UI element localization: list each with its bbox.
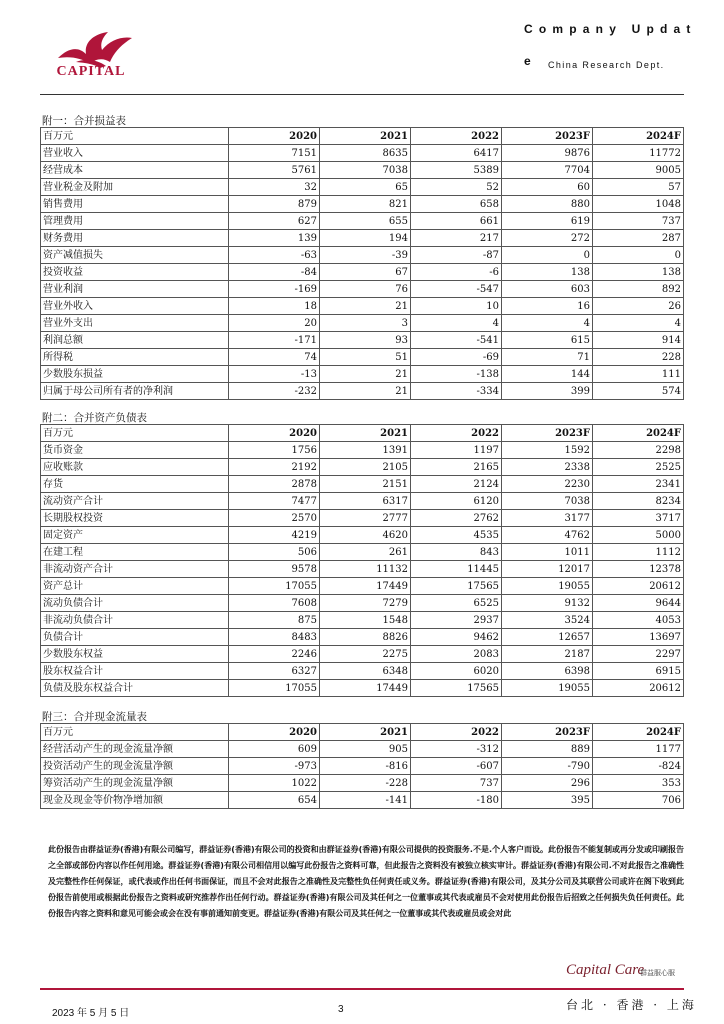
value-cell: 1391: [320, 442, 411, 459]
row-label: 销售费用: [41, 196, 229, 213]
value-cell: 287: [593, 230, 684, 247]
unit-label: 百万元: [41, 128, 229, 145]
row-label: 货币资金: [41, 442, 229, 459]
row-label: 利润总额: [41, 332, 229, 349]
row-label: 股东权益合计: [41, 663, 229, 680]
value-cell: 20612: [593, 578, 684, 595]
value-cell: 2275: [320, 646, 411, 663]
value-cell: 1548: [320, 612, 411, 629]
row-label: 营业利润: [41, 281, 229, 298]
value-cell: 2151: [320, 476, 411, 493]
row-label: 所得税: [41, 349, 229, 366]
value-cell: 3524: [502, 612, 593, 629]
table-row: [41, 332, 684, 349]
value-cell: 9644: [593, 595, 684, 612]
value-cell: 26: [593, 298, 684, 315]
table-row: [41, 459, 684, 476]
table-row: [41, 213, 684, 230]
income-statement-title: 附一：合并损益表: [42, 115, 126, 127]
value-cell: 9876: [502, 145, 593, 162]
value-cell: 4535: [411, 527, 502, 544]
year-header: 2020: [229, 128, 320, 145]
cash-flow-table: [40, 723, 684, 809]
value-cell: 13697: [593, 629, 684, 646]
value-cell: -171: [229, 332, 320, 349]
table-row: [41, 561, 684, 578]
value-cell: 5761: [229, 162, 320, 179]
balance-sheet-title: 附二：合并资产负债表: [42, 412, 147, 424]
value-cell: 9578: [229, 561, 320, 578]
value-cell: 17449: [320, 680, 411, 697]
capital-care-logo: Capital Care: [566, 962, 645, 978]
row-label: 负债合计: [41, 629, 229, 646]
office-cities: 台北 · 香港 · 上海: [566, 998, 697, 1012]
value-cell: 93: [320, 332, 411, 349]
value-cell: -141: [320, 792, 411, 809]
page-header: [0, 0, 724, 90]
value-cell: 261: [320, 544, 411, 561]
value-cell: 2525: [593, 459, 684, 476]
row-label: 营业收入: [41, 145, 229, 162]
footer-divider: [40, 988, 684, 990]
table-row: [41, 442, 684, 459]
table-row: [41, 298, 684, 315]
value-cell: 6525: [411, 595, 502, 612]
table-header-row: [41, 724, 684, 741]
value-cell: 737: [411, 775, 502, 792]
row-label: 经营活动产生的现金流量净额: [41, 741, 229, 758]
value-cell: 18: [229, 298, 320, 315]
row-label: 在建工程: [41, 544, 229, 561]
year-header: 2023F: [502, 128, 593, 145]
table-row: [41, 230, 684, 247]
row-label: 管理费用: [41, 213, 229, 230]
value-cell: 17565: [411, 680, 502, 697]
value-cell: 6020: [411, 663, 502, 680]
row-label: 投资活动产生的现金流量净额: [41, 758, 229, 775]
value-cell: 51: [320, 349, 411, 366]
row-label: 应收账款: [41, 459, 229, 476]
row-label: 投资收益: [41, 264, 229, 281]
value-cell: 1048: [593, 196, 684, 213]
value-cell: 21: [320, 298, 411, 315]
value-cell: 2105: [320, 459, 411, 476]
report-date: 2023 年 5 月 5 日: [52, 1008, 130, 1019]
year-header: 2022: [411, 724, 502, 741]
table-row: [41, 196, 684, 213]
year-header: 2022: [411, 425, 502, 442]
table-row: [41, 741, 684, 758]
value-cell: -824: [593, 758, 684, 775]
cash-flow-title: 附三：合并现金流量表: [42, 711, 147, 723]
value-cell: -232: [229, 383, 320, 400]
value-cell: 3717: [593, 510, 684, 527]
value-cell: 2341: [593, 476, 684, 493]
year-header: 2024F: [593, 724, 684, 741]
value-cell: 661: [411, 213, 502, 230]
year-header: 2021: [320, 128, 411, 145]
balance-sheet-table: [40, 424, 684, 697]
value-cell: 843: [411, 544, 502, 561]
row-label: 流动资产合计: [41, 493, 229, 510]
value-cell: -39: [320, 247, 411, 264]
table-row: [41, 595, 684, 612]
value-cell: 17055: [229, 680, 320, 697]
value-cell: 574: [593, 383, 684, 400]
value-cell: 2124: [411, 476, 502, 493]
value-cell: 71: [502, 349, 593, 366]
row-label: 存货: [41, 476, 229, 493]
table-row: [41, 792, 684, 809]
header-divider: [40, 94, 684, 95]
table-row: [41, 544, 684, 561]
value-cell: 9462: [411, 629, 502, 646]
value-cell: -69: [411, 349, 502, 366]
value-cell: 139: [229, 230, 320, 247]
row-label: 长期股权投资: [41, 510, 229, 527]
value-cell: 0: [502, 247, 593, 264]
value-cell: -228: [320, 775, 411, 792]
value-cell: 228: [593, 349, 684, 366]
year-header: 2020: [229, 425, 320, 442]
income-statement-table: [40, 127, 684, 400]
value-cell: 2937: [411, 612, 502, 629]
value-cell: 889: [502, 741, 593, 758]
value-cell: 615: [502, 332, 593, 349]
value-cell: 4: [502, 315, 593, 332]
value-cell: -547: [411, 281, 502, 298]
row-label: 财务费用: [41, 230, 229, 247]
year-header: 2021: [320, 724, 411, 741]
value-cell: 0: [593, 247, 684, 264]
value-cell: 52: [411, 179, 502, 196]
value-cell: 138: [502, 264, 593, 281]
value-cell: 217: [411, 230, 502, 247]
value-cell: 20612: [593, 680, 684, 697]
value-cell: 10: [411, 298, 502, 315]
value-cell: 2570: [229, 510, 320, 527]
table-row: [41, 758, 684, 775]
table-row: [41, 493, 684, 510]
value-cell: 399: [502, 383, 593, 400]
value-cell: 395: [502, 792, 593, 809]
row-label: 资产减值损失: [41, 247, 229, 264]
row-label: 现金及现金等价物净增加额: [41, 792, 229, 809]
value-cell: 4: [411, 315, 502, 332]
table-row: [41, 680, 684, 697]
value-cell: 2338: [502, 459, 593, 476]
row-label: 固定资产: [41, 527, 229, 544]
table-row: [41, 629, 684, 646]
value-cell: 7477: [229, 493, 320, 510]
year-header: 2022: [411, 128, 502, 145]
value-cell: 194: [320, 230, 411, 247]
value-cell: 1756: [229, 442, 320, 459]
table-row: [41, 646, 684, 663]
value-cell: 5389: [411, 162, 502, 179]
table-row: [41, 162, 684, 179]
row-label: 营业税金及附加: [41, 179, 229, 196]
value-cell: 2246: [229, 646, 320, 663]
value-cell: 17565: [411, 578, 502, 595]
value-cell: 892: [593, 281, 684, 298]
value-cell: 21: [320, 383, 411, 400]
value-cell: -816: [320, 758, 411, 775]
report-type-tail: e: [524, 54, 531, 68]
value-cell: 1592: [502, 442, 593, 459]
table-row: [41, 264, 684, 281]
value-cell: -84: [229, 264, 320, 281]
value-cell: 1177: [593, 741, 684, 758]
value-cell: 2165: [411, 459, 502, 476]
table-row: [41, 612, 684, 629]
value-cell: 272: [502, 230, 593, 247]
value-cell: 7038: [320, 162, 411, 179]
row-label: 流动负债合计: [41, 595, 229, 612]
value-cell: 67: [320, 264, 411, 281]
value-cell: 4762: [502, 527, 593, 544]
value-cell: 138: [593, 264, 684, 281]
value-cell: 2777: [320, 510, 411, 527]
row-label: 营业外收入: [41, 298, 229, 315]
value-cell: 7704: [502, 162, 593, 179]
value-cell: 144: [502, 366, 593, 383]
value-cell: 737: [593, 213, 684, 230]
page-number: 3: [338, 1004, 344, 1015]
table-row: [41, 510, 684, 527]
row-label: 少数股东损益: [41, 366, 229, 383]
value-cell: 2192: [229, 459, 320, 476]
value-cell: 9132: [502, 595, 593, 612]
year-header: 2024F: [593, 128, 684, 145]
value-cell: 706: [593, 792, 684, 809]
year-header: 2021: [320, 425, 411, 442]
value-cell: 6120: [411, 493, 502, 510]
row-label: 非流动资产合计: [41, 561, 229, 578]
value-cell: 8483: [229, 629, 320, 646]
capital-care-cn: 群益服心服: [640, 969, 675, 977]
value-cell: 655: [320, 213, 411, 230]
value-cell: 21: [320, 366, 411, 383]
year-header: 2023F: [502, 425, 593, 442]
value-cell: 1011: [502, 544, 593, 561]
year-header: 2023F: [502, 724, 593, 741]
value-cell: -973: [229, 758, 320, 775]
value-cell: -63: [229, 247, 320, 264]
table-row: [41, 775, 684, 792]
value-cell: 8234: [593, 493, 684, 510]
value-cell: 4053: [593, 612, 684, 629]
value-cell: 19055: [502, 680, 593, 697]
unit-label: 百万元: [41, 425, 229, 442]
department: China Research Dept.: [548, 60, 665, 70]
value-cell: 609: [229, 741, 320, 758]
value-cell: 12017: [502, 561, 593, 578]
row-label: 归属于母公司所有者的净利润: [41, 383, 229, 400]
value-cell: 880: [502, 196, 593, 213]
value-cell: 20: [229, 315, 320, 332]
value-cell: 9005: [593, 162, 684, 179]
value-cell: 6317: [320, 493, 411, 510]
value-cell: 6915: [593, 663, 684, 680]
value-cell: 3177: [502, 510, 593, 527]
value-cell: 60: [502, 179, 593, 196]
value-cell: -169: [229, 281, 320, 298]
value-cell: 2878: [229, 476, 320, 493]
value-cell: -541: [411, 332, 502, 349]
value-cell: 57: [593, 179, 684, 196]
value-cell: 11772: [593, 145, 684, 162]
row-label: 营业外支出: [41, 315, 229, 332]
value-cell: 6398: [502, 663, 593, 680]
value-cell: 19055: [502, 578, 593, 595]
value-cell: 905: [320, 741, 411, 758]
row-label: 经营成本: [41, 162, 229, 179]
table-row: [41, 663, 684, 680]
value-cell: 506: [229, 544, 320, 561]
value-cell: 619: [502, 213, 593, 230]
value-cell: -312: [411, 741, 502, 758]
value-cell: -607: [411, 758, 502, 775]
value-cell: -13: [229, 366, 320, 383]
value-cell: 2298: [593, 442, 684, 459]
value-cell: 12378: [593, 561, 684, 578]
table-row: [41, 578, 684, 595]
value-cell: 17055: [229, 578, 320, 595]
value-cell: 7038: [502, 493, 593, 510]
value-cell: 7151: [229, 145, 320, 162]
value-cell: 17449: [320, 578, 411, 595]
value-cell: 1112: [593, 544, 684, 561]
value-cell: 4: [593, 315, 684, 332]
value-cell: -138: [411, 366, 502, 383]
value-cell: 65: [320, 179, 411, 196]
value-cell: 11132: [320, 561, 411, 578]
table-row: [41, 315, 684, 332]
value-cell: 8826: [320, 629, 411, 646]
disclaimer-text: 此份报告由群益证券(香港)有限公司编写，群益证券(香港)有限公司的投资和由群证益券(香港)有限公司提供的投资服务.不是.个人客户而设。此份报告不能复制或再分发或印刷报告之全部或部份内容以作任何用途。群益证券(香港)有限公司相信用以编写此份报告之资料可靠，但此报告之资料没有被独立核实审计。群益证券(香港)有限公司.不对此报告之准确性及完整性作任何保证，或代表或作出任何书面保证，而且不会对此报告之准确性及完整性负任何责任或义务。群益证券(香港)有限公司，及其分公司及其联营公司或许在阁下收到此份报告前使用或根据此份报告之资料或研究推荐作出任何行动。群益证券(香港)有限公司及其任何之一位董事或其代表或雇员不会对使用此份报告后招致之任何损失负任何责任。此份报告内容之资料和意见可能会或会在没有事前通知前变更。群益证券(香港)有限公司及其任何之一位董事或其代表或雇员或会对此: [48, 845, 685, 918]
value-cell: 353: [593, 775, 684, 792]
value-cell: 2762: [411, 510, 502, 527]
year-header: 2024F: [593, 425, 684, 442]
value-cell: 11445: [411, 561, 502, 578]
value-cell: 6327: [229, 663, 320, 680]
value-cell: -6: [411, 264, 502, 281]
value-cell: 658: [411, 196, 502, 213]
value-cell: 4219: [229, 527, 320, 544]
value-cell: -180: [411, 792, 502, 809]
value-cell: 654: [229, 792, 320, 809]
table-row: [41, 527, 684, 544]
row-label: 负债及股东权益合计: [41, 680, 229, 697]
value-cell: 879: [229, 196, 320, 213]
report-type: Company Updat: [524, 22, 697, 36]
value-cell: 7279: [320, 595, 411, 612]
value-cell: 2187: [502, 646, 593, 663]
row-label: 资产总计: [41, 578, 229, 595]
unit-label: 百万元: [41, 724, 229, 741]
value-cell: 2230: [502, 476, 593, 493]
table-header-row: [41, 128, 684, 145]
value-cell: 111: [593, 366, 684, 383]
value-cell: 16: [502, 298, 593, 315]
table-row: [41, 349, 684, 366]
year-header: 2020: [229, 724, 320, 741]
value-cell: 32: [229, 179, 320, 196]
value-cell: 3: [320, 315, 411, 332]
value-cell: 603: [502, 281, 593, 298]
value-cell: -334: [411, 383, 502, 400]
value-cell: 1197: [411, 442, 502, 459]
table-row: [41, 179, 684, 196]
value-cell: 627: [229, 213, 320, 230]
value-cell: 74: [229, 349, 320, 366]
row-label: 少数股东权益: [41, 646, 229, 663]
value-cell: -790: [502, 758, 593, 775]
value-cell: 875: [229, 612, 320, 629]
value-cell: 4620: [320, 527, 411, 544]
value-cell: 12657: [502, 629, 593, 646]
table-header-row: [41, 425, 684, 442]
value-cell: 8635: [320, 145, 411, 162]
row-label: 筹资活动产生的现金流量净额: [41, 775, 229, 792]
value-cell: 7608: [229, 595, 320, 612]
table-row: [41, 476, 684, 493]
value-cell: 914: [593, 332, 684, 349]
table-row: [41, 366, 684, 383]
value-cell: 76: [320, 281, 411, 298]
value-cell: 2297: [593, 646, 684, 663]
table-row: [41, 145, 684, 162]
value-cell: 821: [320, 196, 411, 213]
value-cell: 6417: [411, 145, 502, 162]
value-cell: 296: [502, 775, 593, 792]
value-cell: 6348: [320, 663, 411, 680]
table-row: [41, 247, 684, 264]
value-cell: 1022: [229, 775, 320, 792]
value-cell: 5000: [593, 527, 684, 544]
table-row: [41, 281, 684, 298]
table-row: [41, 383, 684, 400]
value-cell: -87: [411, 247, 502, 264]
row-label: 非流动负债合计: [41, 612, 229, 629]
logo-text: CAPITAL: [56, 64, 126, 79]
value-cell: 2083: [411, 646, 502, 663]
